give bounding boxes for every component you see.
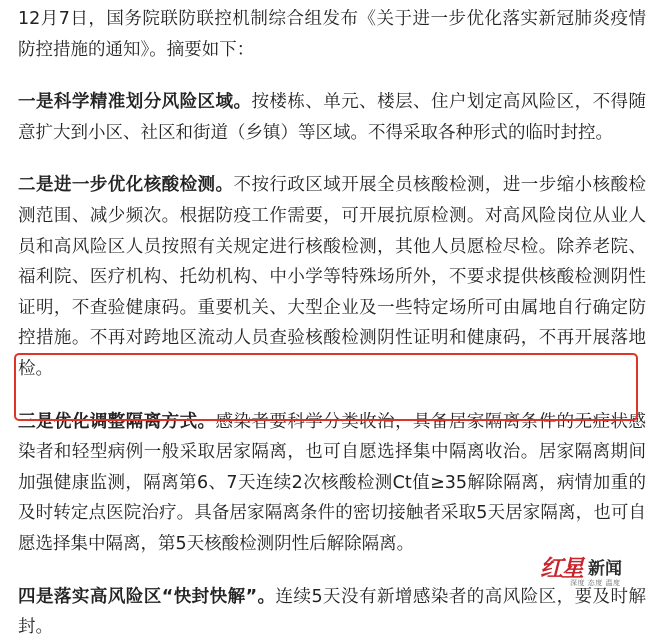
point-4-body: 连续5天没有新增感染者的高风险区，要及时解封。 <box>18 586 646 638</box>
point-2-body: 不按行政区域开展全员核酸检测，进一步缩小核酸检测范围、减少频次。根据防疫工作需要，可开展抗原检测。对高风险岗位从业人员和高风险区人员按照有关规定进行核酸检测，其他人员愿检尽检。除养老院、福利院、医疗机构、托幼机构、中小学等特殊场所外，不要求提供核酸检测阴性证明，不查验健康码。重要机关、大型企业及一些特定场所可由属地自行确定防控措施。不再对跨地区流动人员查验核酸检测阴性证明和健康码，不再开展落地检。 <box>18 175 647 379</box>
point-3-paragraph <box>18 407 646 560</box>
point-3-lead: 三是优化调整隔离方式。 <box>18 411 216 432</box>
point-4-lead: 四是落实高风险区“快封快解”。 <box>18 586 276 607</box>
point-1-body: 按楼栋、单元、楼层、住户划定高风险区，不得随意扩大到小区、社区和街道（乡镇）等区域。不得采取各种形式的临时封控。 <box>18 92 647 143</box>
hongxing-news-watermark <box>540 550 652 590</box>
point-2-paragraph <box>18 170 646 384</box>
point-2-lead: 二是进一步优化核酸检测。 <box>18 175 234 196</box>
intro-paragraph: 12月7日，国务院联防联控机制综合组发布《关于进一步优化落实新冠肺炎疫情防控措施的通知》。摘要如下： <box>18 9 646 60</box>
article-body <box>18 4 646 643</box>
watermark-logo: 红星 <box>540 555 582 582</box>
watermark-name: 新闻 <box>588 559 622 579</box>
point-4-paragraph <box>18 582 646 643</box>
point-1-paragraph <box>18 87 646 148</box>
watermark-slogan: 深度 态度 温度 <box>570 579 621 587</box>
point-1-lead: 一是科学精准划分风险区域。 <box>18 92 252 113</box>
point-3-body: 感染者要科学分类收治，具备居家隔离条件的无症状感染者和轻型病例一般采取居家隔离，也可自愿选择集中隔离收治。居家隔离期间加强健康监测，隔离第6、7天连续2次核酸检测Ct值≥35解除隔离，病情加重的及时转定点医院治疗。具备居家隔离条件的密切接触者采取5天居家隔离，也可自愿选择集中隔离，第5天核酸检测阴性后解除隔离。 <box>18 411 646 554</box>
